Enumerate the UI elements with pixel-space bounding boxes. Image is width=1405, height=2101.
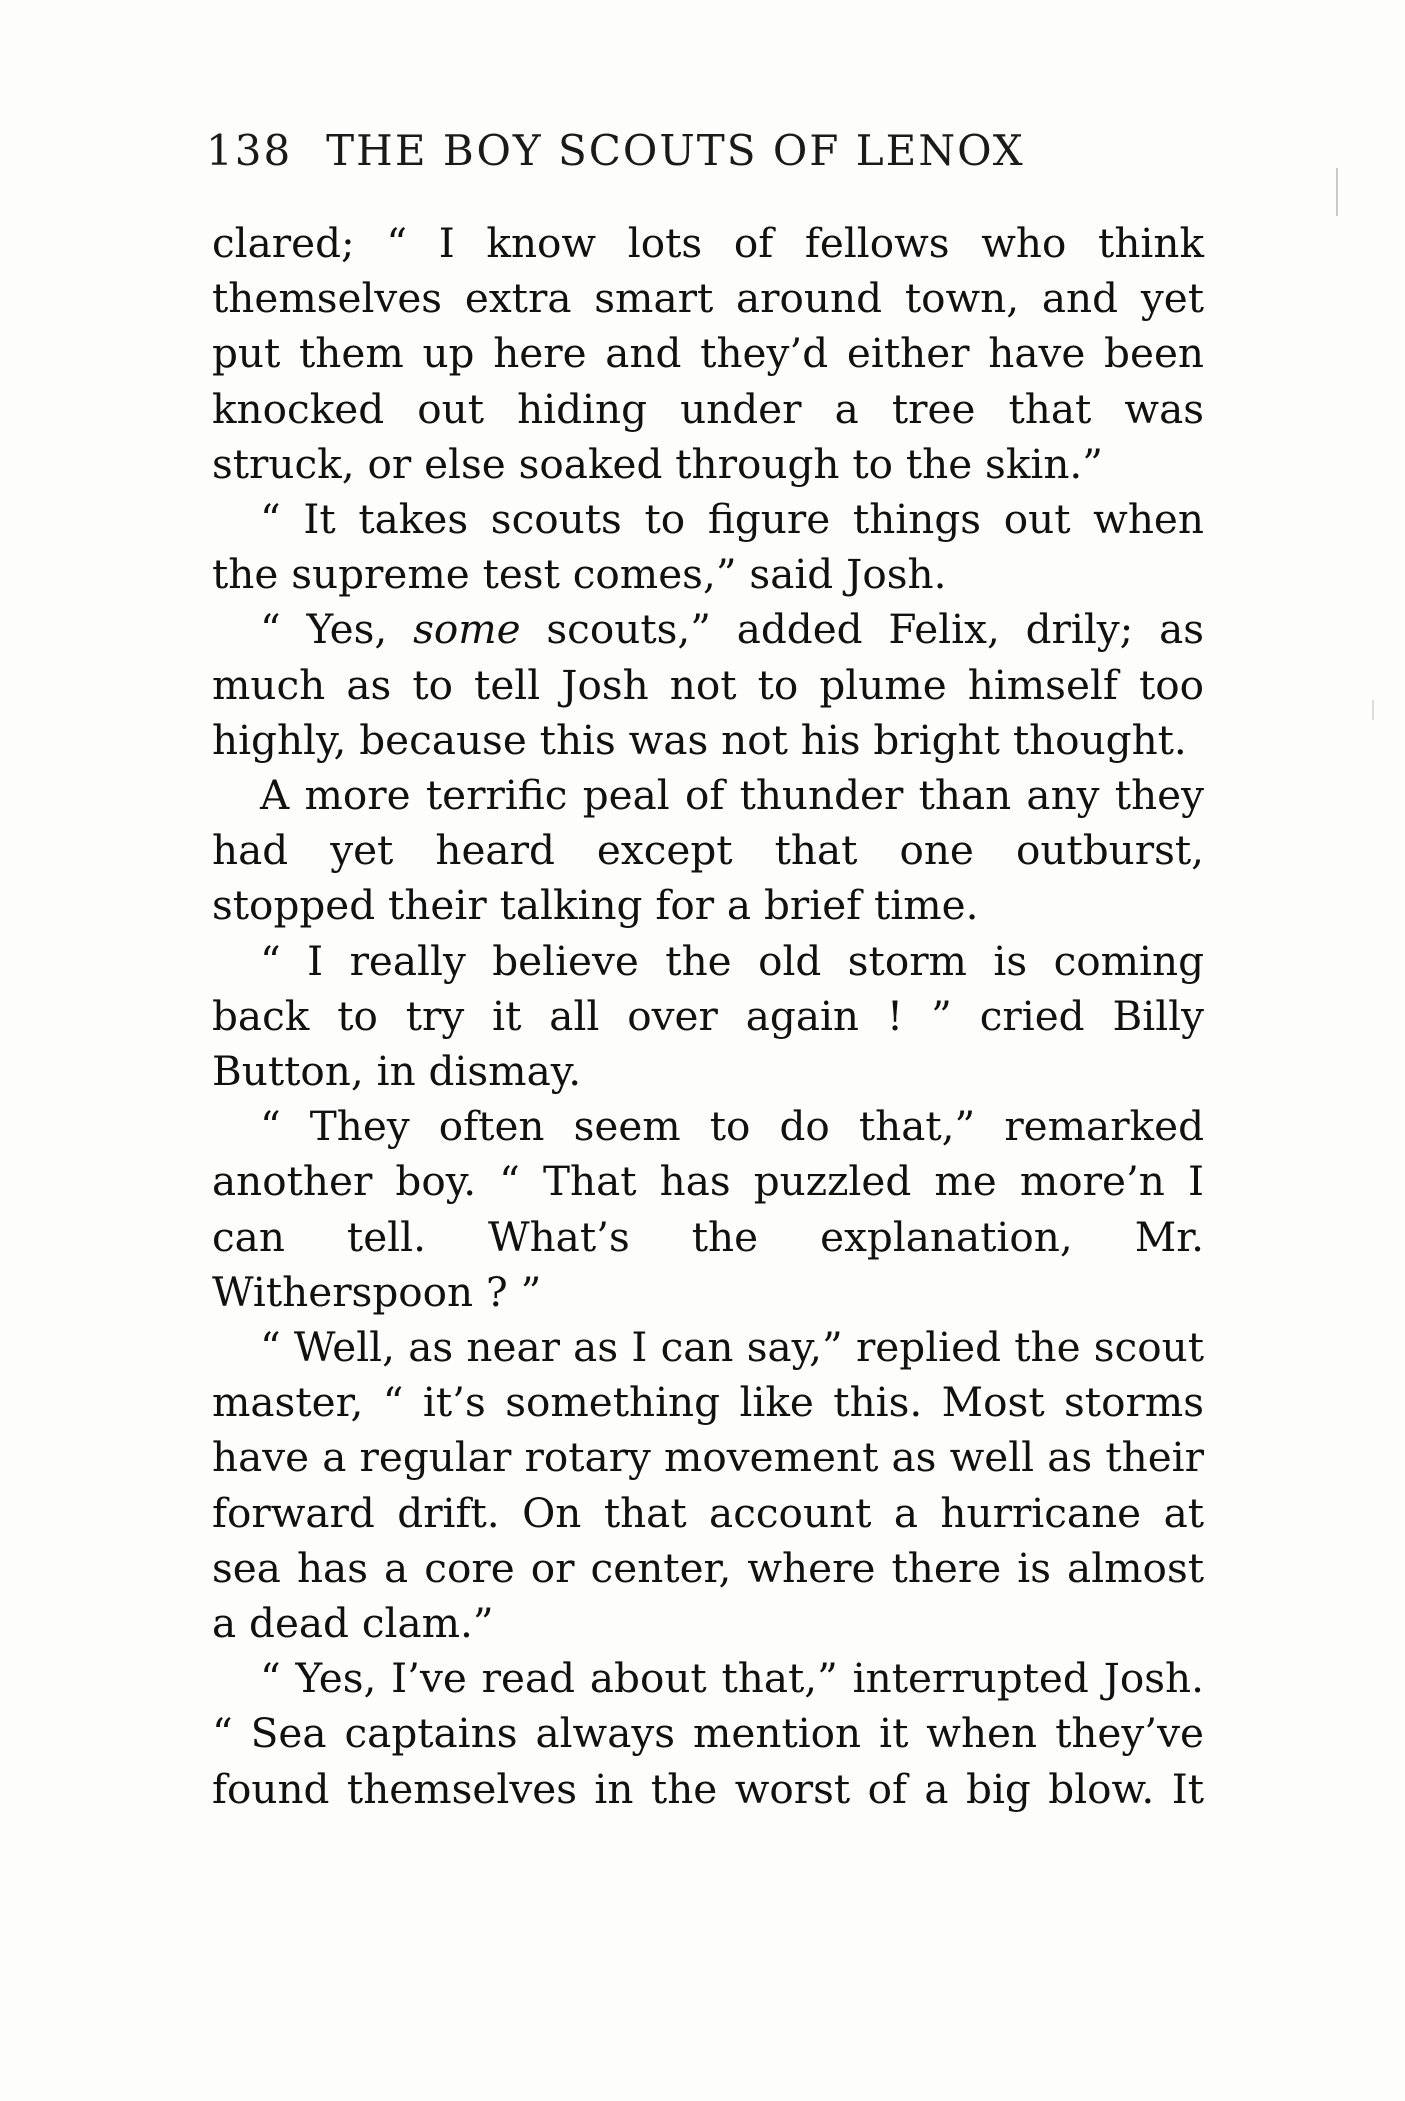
paragraph-felix-reply	[212, 602, 1204, 768]
running-header	[206, 126, 1106, 186]
page-number: 138	[206, 126, 293, 175]
running-title: THE BOY SCOUTS OF LENOX	[326, 126, 1025, 175]
margin-mark	[1372, 700, 1374, 720]
paragraph-billy-button: “ I really believe the old storm is coming back to try it all over again ! ” cried Billy Button, in dismay.	[212, 936, 1204, 1096]
felix-text-after: scouts,” added Felix, drily; as much as to tell Josh not to plume himself too highly, because this was not his bright thought.	[212, 605, 1205, 764]
felix-emphasis: some	[413, 605, 521, 654]
body-text	[212, 216, 1204, 1817]
paragraph-another-boy: “ They often seem to do that,” remarked another boy. “ That has puzzled me more’n I can tell. What’s the explanation, Mr. Witherspoon ? ”	[212, 1102, 1204, 1316]
paragraph-josh-sea-captains: “ Yes, I’ve read about that,” interrupted Josh. “ Sea captains always mention it when they’ve found themselves in the worst of a big blow. It	[212, 1654, 1204, 1813]
paragraph-continued: clared; “ I know lots of fellows who think themselves extra smart around town, and yet put them up here and they’d either have been knocked out hiding under a tree that was struck, or else soaked through to the skin.”	[212, 219, 1204, 488]
paragraph-scout-master: “ Well, as near as I can say,” replied the scout master, “ it’s something like this. Most storms have a regular rotary movement as well as their forward drift. On that account a hurricane at sea has a core or center, where there is almost a dead clam.”	[212, 1323, 1204, 1648]
paragraph-thunder: A more terrific peal of thunder than any they had yet heard except that one outburst, stopped their talking for a brief time.	[212, 771, 1204, 930]
margin-mark	[1336, 168, 1338, 216]
felix-text-before: “ Yes,	[260, 605, 414, 654]
paragraph-josh-scouts: “ It takes scouts to figure things out when the supreme test comes,” said Josh.	[212, 495, 1204, 599]
